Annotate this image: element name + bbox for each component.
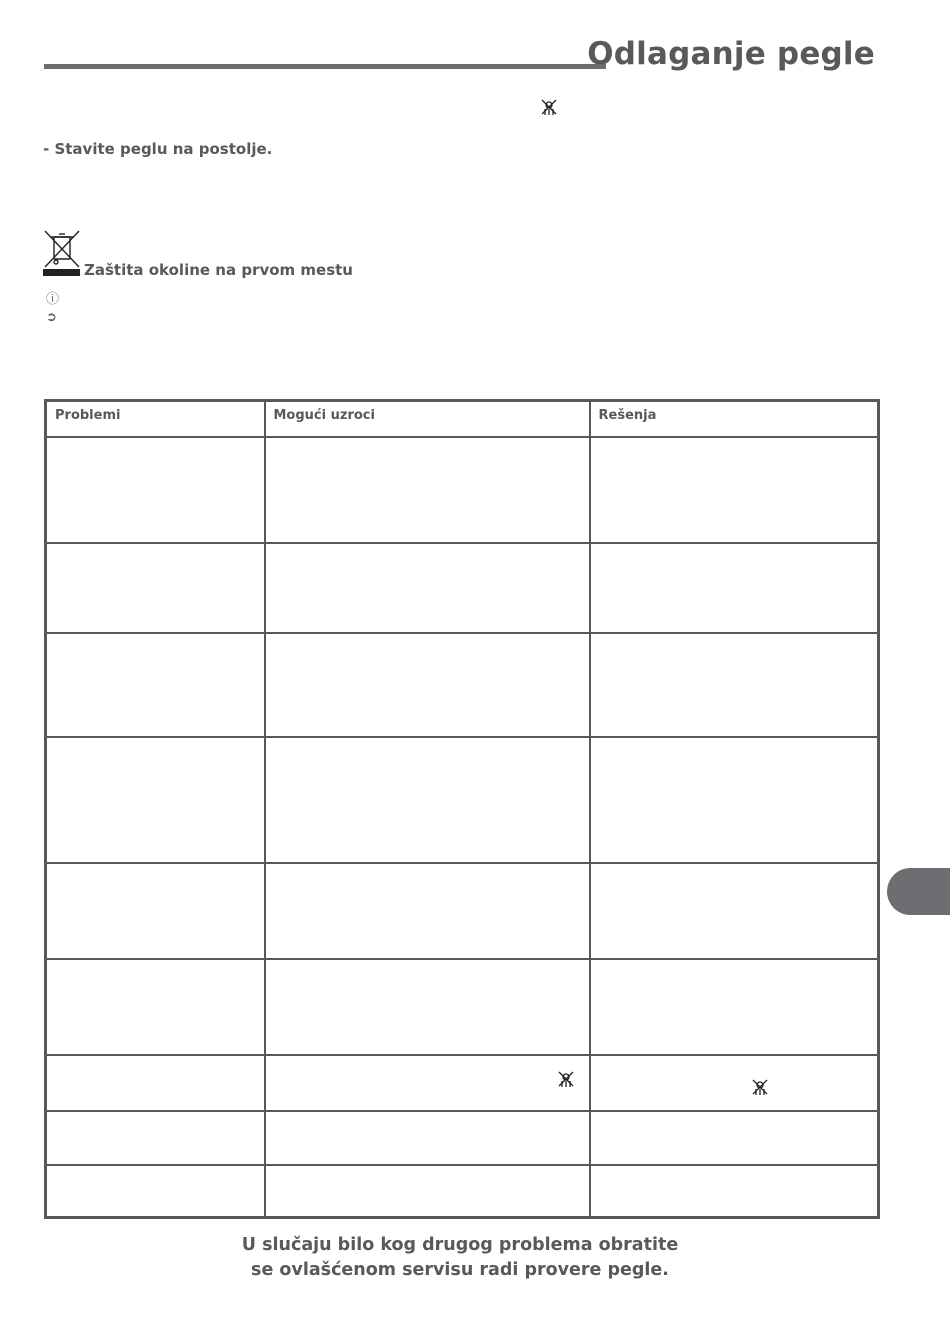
problem-cell [46, 1055, 265, 1111]
table-row [46, 633, 879, 737]
problem-cell [46, 1111, 265, 1165]
cause-cell [265, 863, 590, 959]
table-row [46, 437, 879, 543]
solution-cell [590, 959, 879, 1055]
header-problems: Problemi [46, 401, 265, 438]
instruction-text: - Stavite peglu na postolje. [43, 140, 273, 158]
troubleshooting-table [44, 399, 880, 1219]
problem-cell [46, 437, 265, 543]
solution-cell [590, 1055, 879, 1111]
cause-cell [265, 633, 590, 737]
environment-label: Zaštita okoline na prvom mestu [84, 261, 353, 279]
footer-line-2: se ovlašćenom servisu radi provere pegle. [251, 1260, 669, 1280]
problem-cell [46, 959, 265, 1055]
header-causes: Mogući uzroci [265, 401, 590, 438]
problem-cell [46, 1165, 265, 1217]
chapter-tab-marker [887, 868, 950, 915]
cause-cell [265, 1055, 590, 1111]
table-row [46, 543, 879, 633]
crossed-bin-icon [43, 229, 81, 277]
cause-cell [265, 1111, 590, 1165]
arrow-icon: ➲ [46, 310, 57, 325]
anti-scale-icon [540, 98, 558, 116]
table-header-row [46, 401, 879, 438]
table-row [46, 959, 879, 1055]
footer-line-1: U slučaju bilo kog drugog problema obratite [241, 1235, 679, 1255]
page-title: Odlaganje pegle [587, 36, 875, 72]
solution-cell [590, 863, 879, 959]
problem-cell [46, 633, 265, 737]
solution-cell [590, 1111, 879, 1165]
solution-cell [590, 437, 879, 543]
solution-cell [590, 633, 879, 737]
solution-cell [590, 737, 879, 863]
cause-cell [265, 437, 590, 543]
environment-section [43, 229, 353, 279]
table-row [46, 737, 879, 863]
title-rule [44, 64, 606, 69]
info-icon: ⓘ [46, 292, 60, 307]
footer-note [0, 1233, 920, 1283]
solution-cell [590, 1165, 879, 1217]
table-row [46, 1055, 879, 1111]
cause-cell [265, 1165, 590, 1217]
cause-cell [265, 543, 590, 633]
anti-scale-icon [751, 1078, 769, 1096]
table-row [46, 1111, 879, 1165]
header-solutions: Rešenja [590, 401, 879, 438]
cause-cell [265, 959, 590, 1055]
table-row [46, 1165, 879, 1217]
anti-scale-icon [557, 1070, 575, 1088]
problem-cell [46, 543, 265, 633]
problem-cell [46, 863, 265, 959]
table-row [46, 863, 879, 959]
problem-cell [46, 737, 265, 863]
solution-cell [590, 543, 879, 633]
cause-cell [265, 737, 590, 863]
